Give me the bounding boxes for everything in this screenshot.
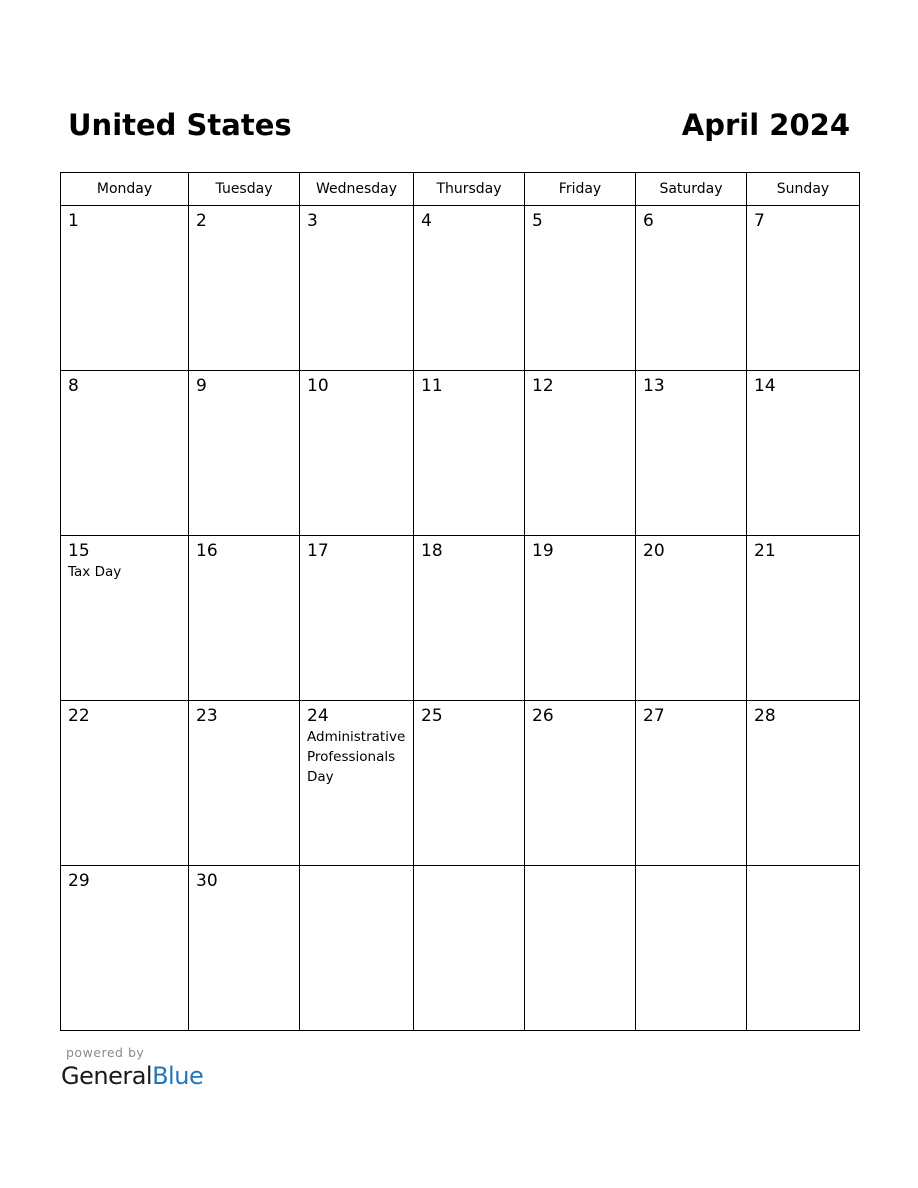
brand-blue-text: Blue — [152, 1062, 204, 1090]
brand-general-text: General — [61, 1062, 153, 1090]
week-row — [61, 371, 860, 536]
day-cell — [414, 866, 525, 1031]
day-number: 28 — [754, 706, 776, 726]
week-row — [61, 701, 860, 866]
day-cell — [414, 701, 525, 866]
calendar-grid — [60, 172, 860, 1031]
day-number: 11 — [421, 376, 443, 396]
holiday-label: Administrative Professionals Day — [307, 729, 406, 785]
day-number: 21 — [754, 541, 776, 561]
day-number: 1 — [68, 211, 79, 231]
day-cell — [414, 206, 525, 371]
day-cell — [747, 866, 860, 1031]
week-row — [61, 206, 860, 371]
day-number: 25 — [421, 706, 443, 726]
day-cell — [189, 866, 300, 1031]
day-number: 5 — [532, 211, 543, 231]
day-number: 12 — [532, 376, 554, 396]
day-cell — [525, 371, 636, 536]
day-cell — [61, 866, 189, 1031]
day-cell — [61, 701, 189, 866]
day-number: 9 — [196, 376, 207, 396]
day-number: 27 — [643, 706, 665, 726]
day-cell — [189, 536, 300, 701]
day-number: 20 — [643, 541, 665, 561]
day-number: 24 — [307, 706, 329, 726]
day-number: 7 — [754, 211, 765, 231]
day-cell — [525, 866, 636, 1031]
day-cell — [747, 206, 860, 371]
day-number: 2 — [196, 211, 207, 231]
weekday-header-row — [61, 173, 860, 206]
country-title: United States — [68, 108, 292, 142]
day-number: 17 — [307, 541, 329, 561]
weekday-saturday: Saturday — [636, 173, 747, 206]
day-cell — [636, 866, 747, 1031]
day-number: 19 — [532, 541, 554, 561]
day-cell — [300, 536, 414, 701]
day-cell — [525, 206, 636, 371]
day-number: 4 — [421, 211, 432, 231]
day-number: 14 — [754, 376, 776, 396]
day-cell — [189, 701, 300, 866]
day-cell — [189, 206, 300, 371]
day-number: 10 — [307, 376, 329, 396]
weekday-sunday: Sunday — [747, 173, 860, 206]
week-row — [61, 536, 860, 701]
weekday-tuesday: Tuesday — [189, 173, 300, 206]
day-cell — [636, 701, 747, 866]
day-cell — [747, 536, 860, 701]
day-cell — [61, 206, 189, 371]
day-cell — [747, 701, 860, 866]
day-number: 23 — [196, 706, 218, 726]
holiday-label: Tax Day — [68, 564, 122, 580]
day-number: 18 — [421, 541, 443, 561]
day-cell — [747, 371, 860, 536]
day-cell — [61, 371, 189, 536]
day-cell — [300, 866, 414, 1031]
weekday-monday: Monday — [61, 173, 189, 206]
generalblue-logo[interactable] — [61, 1062, 203, 1090]
day-cell — [300, 371, 414, 536]
day-number: 22 — [68, 706, 90, 726]
day-number: 16 — [196, 541, 218, 561]
day-number: 6 — [643, 211, 654, 231]
day-cell — [300, 701, 414, 866]
day-cell — [636, 206, 747, 371]
day-cell — [61, 536, 189, 701]
day-cell — [300, 206, 414, 371]
week-row — [61, 866, 860, 1031]
day-number: 13 — [643, 376, 665, 396]
powered-by-text: powered by — [66, 1045, 145, 1060]
day-number: 30 — [196, 871, 218, 891]
day-cell — [636, 371, 747, 536]
day-number: 29 — [68, 871, 90, 891]
day-cell — [525, 701, 636, 866]
day-cell — [414, 536, 525, 701]
day-cell — [414, 371, 525, 536]
day-number: 15 — [68, 541, 90, 561]
day-number: 3 — [307, 211, 318, 231]
day-cell — [189, 371, 300, 536]
weekday-friday: Friday — [525, 173, 636, 206]
month-year-title: April 2024 — [681, 108, 850, 142]
weekday-thursday: Thursday — [414, 173, 525, 206]
day-number: 26 — [532, 706, 554, 726]
day-cell — [525, 536, 636, 701]
day-number: 8 — [68, 376, 79, 396]
weekday-wednesday: Wednesday — [300, 173, 414, 206]
day-cell — [636, 536, 747, 701]
